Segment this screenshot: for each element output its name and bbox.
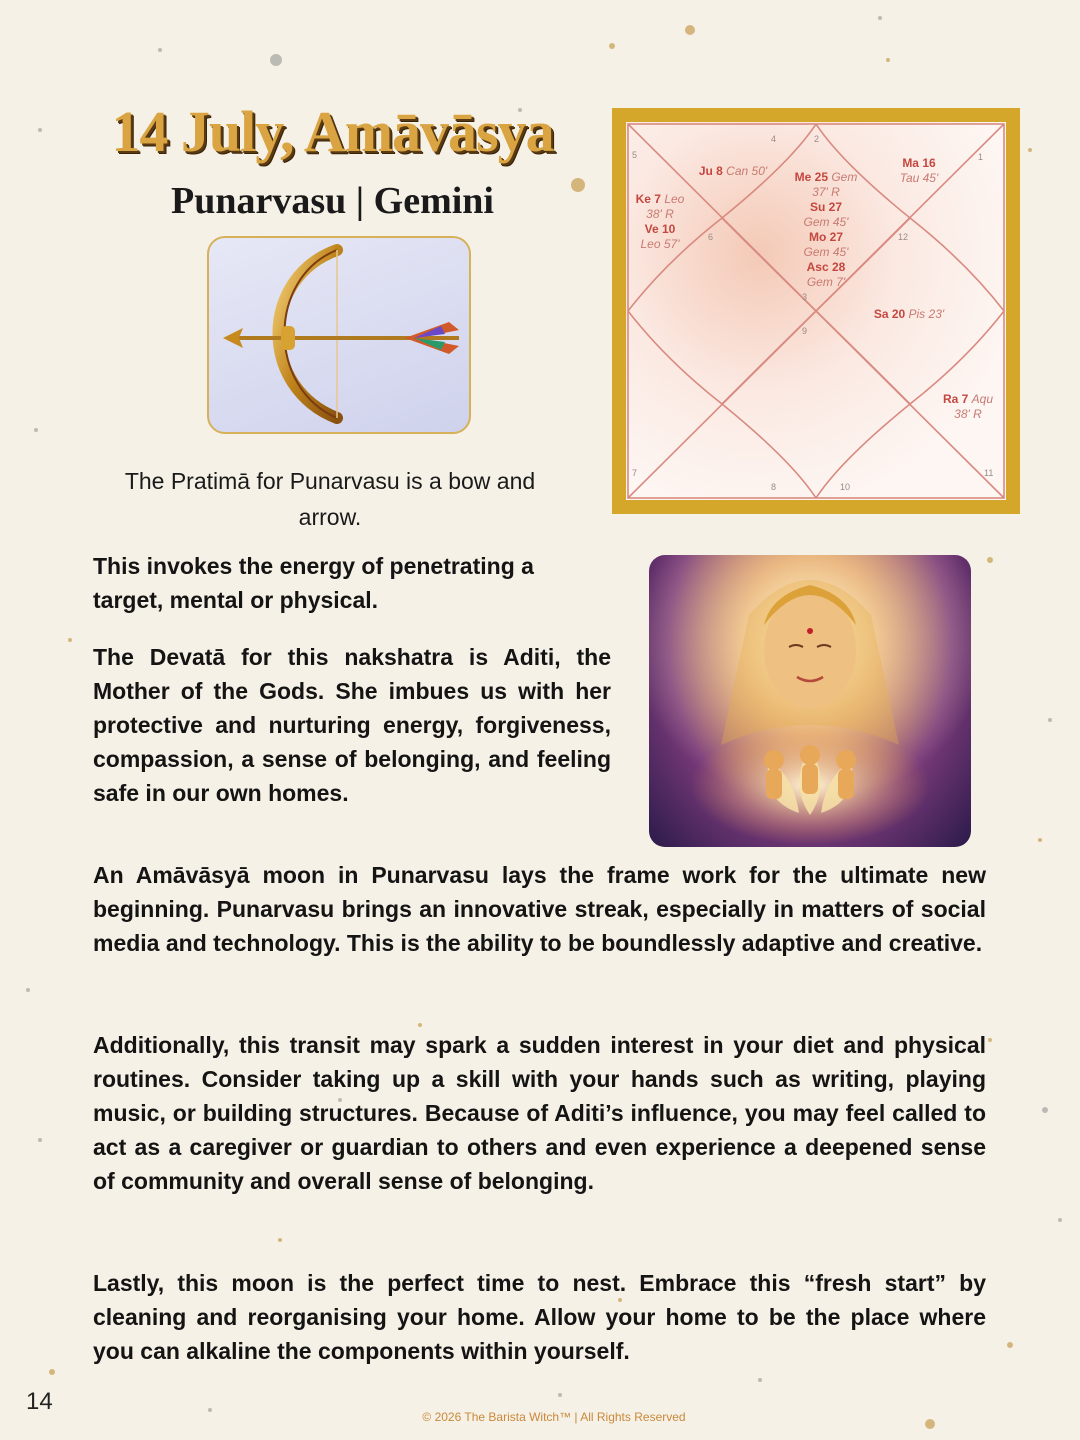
house-number: 7 <box>632 468 638 478</box>
house-number: 11 <box>984 468 994 478</box>
chart-panel <box>626 122 1006 500</box>
pratima-image <box>207 236 471 434</box>
paragraph-amavasya: An Amāvāsyā moon in Punarvasu lays the frame work for the ultimate new beginning. Punarvasu brings an innovative streak, especially in matters of social media and technology. This is the ability to be boundlessly adaptive and creative. <box>93 862 986 956</box>
placement-ma: Ma 16 Tau 45' <box>899 156 939 185</box>
house-number: 10 <box>840 482 851 492</box>
placement-ju: Ju 8 Can 50' <box>698 164 768 178</box>
placement-me-su-mo-asc: Me 25 Gem 37' R Su 27 Gem 45' Mo 27 Gem 45' Asc 28 Gem 7' <box>794 170 858 289</box>
placement-ra: Ra 7 Aqu 38' R <box>942 392 994 421</box>
paragraph-devata: The Devatā for this nakshatra is Aditi, the Mother of the Gods. She imbues us with her protective and nurturing energy, forgiveness, compassion, a sense of belonging, and feeling safe in our own homes. <box>93 644 611 806</box>
devata-image <box>649 555 971 847</box>
house-number: 8 <box>771 482 777 492</box>
copyright-footer: © 2026 The Barista Witch™ | All Rights Reserved <box>422 1410 686 1424</box>
page-number: 14 <box>26 1388 53 1415</box>
house-number: 2 <box>814 134 820 144</box>
goddess-aditi-icon <box>649 555 971 847</box>
house-number: 12 <box>898 232 909 242</box>
house-number: 4 <box>771 134 777 144</box>
house-number: 5 <box>632 150 638 160</box>
house-number: 9 <box>802 326 808 336</box>
page-title: 14 July, Amāvāsya <box>111 99 554 164</box>
bow-and-arrow-icon <box>209 238 469 432</box>
placement-sa: Sa 20 Pis 23' <box>873 307 945 321</box>
house-number: 3 <box>802 292 808 302</box>
house-number: 6 <box>708 232 714 242</box>
paragraph-transit: Additionally, this transit may spark a sudden interest in your diet and physical routines. Consider taking up a skill with your hands such as writing, playing music, or building structures. Because of Aditi’s influence, you may feel called to act as a caregiver or guardian to others and even experience a deepened sense of community and overall sense of belonging. <box>93 1032 986 1194</box>
paragraph-pratima-meaning: This invokes the energy of penetrating a target, mental or physical. <box>93 553 534 613</box>
placement-ke-ve: Ke 7 Leo 38' R Ve 10 Leo 57' <box>635 192 685 251</box>
page-subtitle: Punarvasu | Gemini <box>171 180 494 222</box>
pratima-caption: The Pratimā for Punarvasu is a bow and arrow. <box>124 468 536 530</box>
paragraph-nest: Lastly, this moon is the perfect time to nest. Embrace this “fresh start” by cleaning and reorganising your home. Allow your home to be the place where you can alkaline the components within yourself. <box>93 1270 986 1364</box>
house-number: 1 <box>978 152 984 162</box>
birth-chart <box>612 108 1020 514</box>
